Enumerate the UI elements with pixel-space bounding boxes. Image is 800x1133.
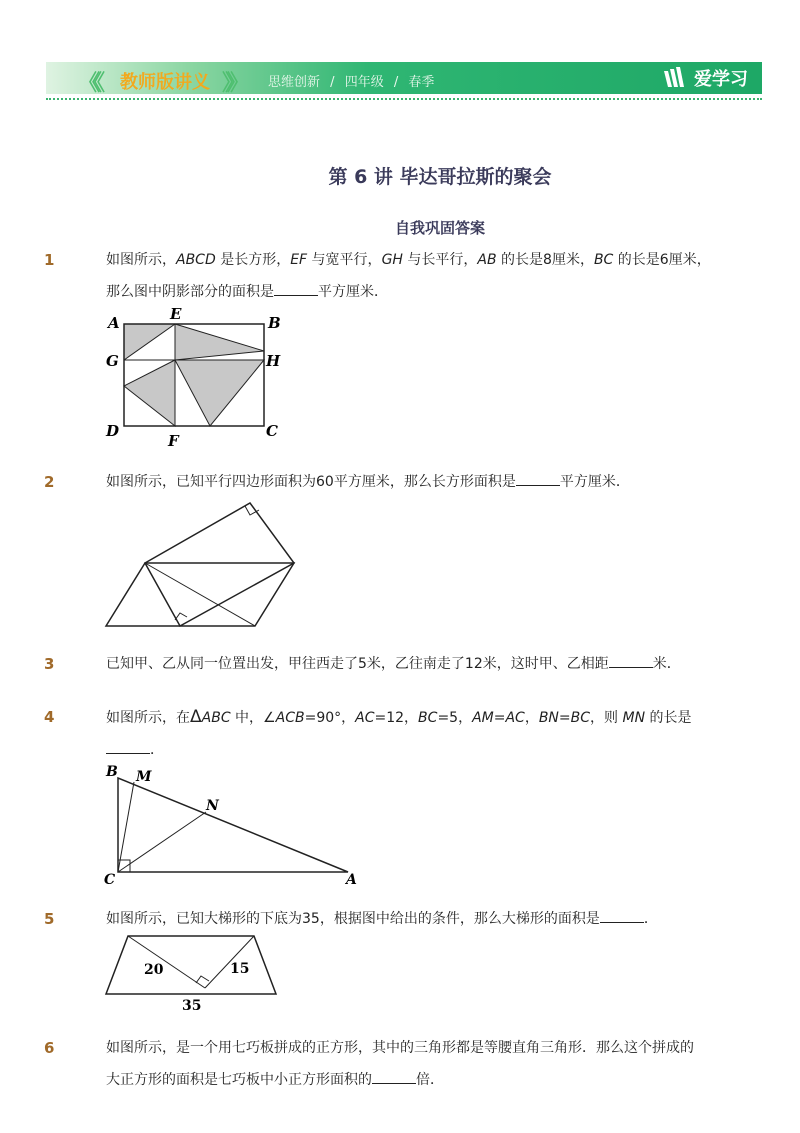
question-number: 5 [44, 910, 55, 928]
point-label: C [104, 872, 116, 888]
answer-blank[interactable] [609, 653, 653, 668]
question-number: 6 [44, 1039, 55, 1057]
answer-blank[interactable] [516, 471, 560, 486]
chevron-left-icon: 《《 [78, 71, 100, 96]
figure-parallelogram-rectangle [100, 500, 310, 632]
chevron-right-icon: 》》 [222, 71, 244, 96]
section-title: 自我巩固答案 [394, 219, 485, 237]
question-text: 如图所示，在ΔABC 中，∠ACB=90°，AC=12，BC=5，AM=AC，BN=BC，则 MN 的长是 ． [106, 707, 692, 758]
brand-label: 教师版讲义 [120, 72, 210, 93]
figure-right-triangle [100, 760, 365, 890]
point-label: A [108, 314, 120, 332]
point-label: F [168, 432, 179, 450]
question-text: 如图所示，已知平行四边形面积为60平方厘米，那么长方形面积是 平方厘米． [106, 466, 726, 498]
point-label: B [106, 764, 118, 780]
figure-rectangle-shaded [100, 306, 290, 452]
length-label: 20 [144, 962, 164, 978]
point-label: C [266, 422, 278, 440]
point-label: E [170, 306, 182, 323]
logo-text: 爱学习 [694, 69, 748, 90]
crumb-course: 思维创新 [268, 75, 321, 90]
length-label: 15 [230, 961, 250, 977]
breadcrumb [268, 71, 440, 90]
question-text: 如图所示，ABCD 是长方形，EF 与宽平行，GH 与长平行，AB 的长是8厘米，BC 的长是6厘米， 那么图中阴影部分的面积是 平方厘米． [106, 252, 711, 300]
answer-blank[interactable] [372, 1069, 416, 1084]
point-label: D [106, 422, 120, 440]
point-label: G [106, 352, 119, 370]
question-text: 已知甲、乙从同一位置出发，甲往西走了5米，乙往南走了12米，这时甲、乙相距 米． [106, 648, 726, 680]
point-label: N [206, 798, 219, 814]
point-label: H [266, 352, 281, 370]
point-label: A [346, 872, 357, 888]
figure-trapezoid [100, 930, 285, 1014]
crumb-sep: / [330, 75, 335, 90]
question-number: 1 [44, 251, 55, 269]
logo [664, 64, 748, 92]
lecture-title: 第 6 讲 毕达哥拉斯的聚会 [328, 166, 552, 188]
crumb-sep: / [393, 75, 399, 90]
header-divider [46, 98, 762, 100]
answer-blank[interactable] [600, 908, 644, 923]
stripes-logo-icon [664, 67, 688, 89]
question-text: 如图所示，已知大梯形的下底为35，根据图中给出的条件，那么大梯形的面积是 ． [106, 903, 726, 935]
point-label: B [268, 314, 281, 332]
crumb-grade: 四年级 [344, 75, 384, 90]
question-number: 4 [44, 708, 55, 726]
question-number: 3 [44, 655, 55, 673]
answer-blank[interactable] [106, 739, 150, 754]
crumb-term: 春季 [408, 75, 435, 90]
point-label: M [136, 769, 152, 785]
length-label: 35 [182, 998, 202, 1014]
question-number: 2 [44, 473, 55, 491]
answer-blank[interactable] [274, 281, 318, 296]
question-text: 如图所示，是一个用七巧板拼成的正方形，其中的三角形都是等腰直角三角形．那么这个拼成的 大正方形的面积是七巧板中小正方形面积的 倍． [106, 1040, 694, 1088]
